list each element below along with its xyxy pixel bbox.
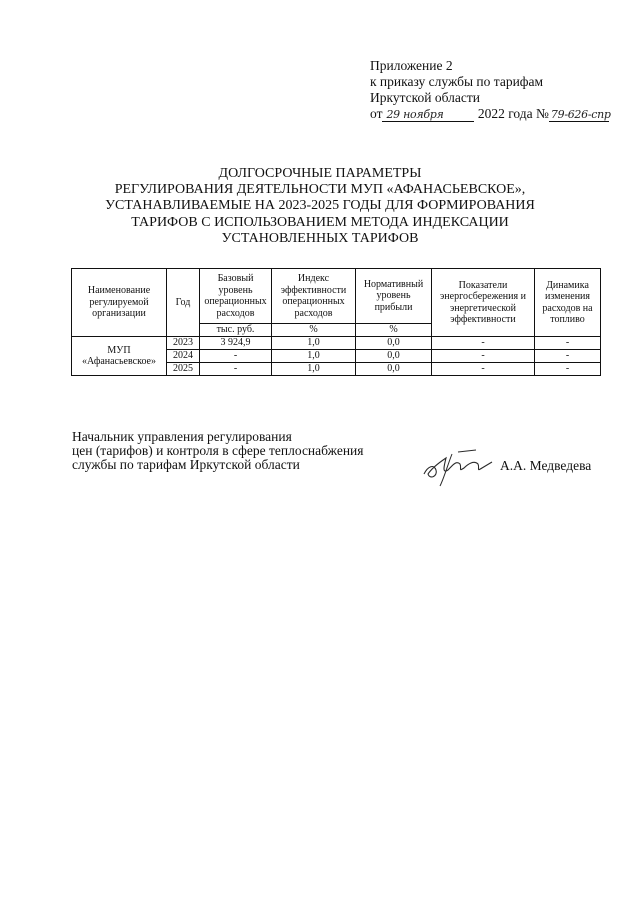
table-header-row bbox=[72, 269, 601, 324]
cell-profit-level: 0,0 bbox=[356, 337, 432, 350]
date-prefix: от bbox=[370, 106, 383, 121]
cell-energy-saving: - bbox=[432, 337, 535, 350]
appendix-number: Приложение 2 bbox=[370, 58, 453, 73]
cell-fuel-dynamics: - bbox=[535, 337, 601, 350]
cell-profit-level: 0,0 bbox=[356, 350, 432, 363]
unit-profit-level: % bbox=[356, 324, 432, 337]
cell-profit-level: 0,0 bbox=[356, 363, 432, 376]
header-profit-level: Нормативный уровень прибыли bbox=[356, 269, 432, 324]
date-suffix: 2022 года № bbox=[477, 106, 549, 121]
header-efficiency-index: Индекс эффективности операционных расходов bbox=[272, 269, 356, 324]
handwritten-signature bbox=[418, 444, 498, 488]
signatory-position bbox=[72, 430, 363, 472]
signatory-name: А.А. Медведева bbox=[500, 458, 592, 473]
title-line-4: ТАРИФОВ С ИСПОЛЬЗОВАНИЕМ МЕТОДА ИНДЕКСАЦИИ bbox=[131, 214, 509, 230]
appendix-header bbox=[370, 58, 630, 122]
cell-energy-saving: - bbox=[432, 350, 535, 363]
position-line-2: цен (тарифов) и контроля в сфере теплоснабжения bbox=[72, 443, 364, 458]
appendix-date-line bbox=[370, 106, 630, 122]
handwritten-date: 29 ноября bbox=[382, 108, 474, 122]
table-row bbox=[72, 337, 601, 350]
position-line-3: службы по тарифам Иркутской области bbox=[72, 457, 300, 472]
appendix-region: Иркутской области bbox=[370, 90, 481, 105]
header-fuel-dynamics: Динамика изменения расходов на топливо bbox=[535, 269, 601, 337]
unit-base-level: тыс. руб. bbox=[200, 324, 272, 337]
cell-efficiency-index: 1,0 bbox=[272, 363, 356, 376]
cell-energy-saving: - bbox=[432, 363, 535, 376]
title-line-1: ДОЛГОСРОЧНЫЕ ПАРАМЕТРЫ bbox=[218, 166, 422, 181]
cell-efficiency-index: 1,0 bbox=[272, 350, 356, 363]
cell-base-level: - bbox=[200, 350, 272, 363]
cell-year: 2024 bbox=[167, 350, 200, 363]
cell-year: 2025 bbox=[167, 363, 200, 376]
cell-year: 2023 bbox=[167, 337, 200, 350]
unit-efficiency-index: % bbox=[272, 324, 356, 337]
cell-fuel-dynamics: - bbox=[535, 363, 601, 376]
title-line-5: УСТАНОВЛЕННЫХ ТАРИФОВ bbox=[221, 230, 419, 246]
appendix-order-ref: к приказу службы по тарифам bbox=[370, 74, 544, 89]
position-line-1: Начальник управления регулирования bbox=[72, 429, 292, 444]
organization-name: МУП «Афанасьевское» bbox=[72, 337, 167, 376]
document-title bbox=[100, 166, 540, 247]
title-line-2: РЕГУЛИРОВАНИЯ ДЕЯТЕЛЬНОСТИ МУП «АФАНАСЬЕВСКОЕ», bbox=[114, 182, 526, 198]
handwritten-order-number: 79-626-спр bbox=[550, 108, 611, 121]
header-organization: Наименование регулируемой организации bbox=[72, 269, 167, 337]
cell-base-level: 3 924,9 bbox=[200, 337, 272, 350]
parameters-table bbox=[71, 268, 601, 376]
cell-efficiency-index: 1,0 bbox=[272, 337, 356, 350]
cell-base-level: - bbox=[200, 363, 272, 376]
cell-fuel-dynamics: - bbox=[535, 350, 601, 363]
header-energy-saving: Показатели энергосбережения и энергетической эффективности bbox=[432, 269, 535, 337]
header-base-level: Базовый уровень операционных расходов bbox=[200, 269, 272, 324]
title-line-3: УСТАНАВЛИВАЕМЫЕ НА 2023-2025 ГОДЫ ДЛЯ ФОРМИРОВАНИЯ bbox=[105, 198, 535, 214]
header-year: Год bbox=[167, 269, 200, 337]
